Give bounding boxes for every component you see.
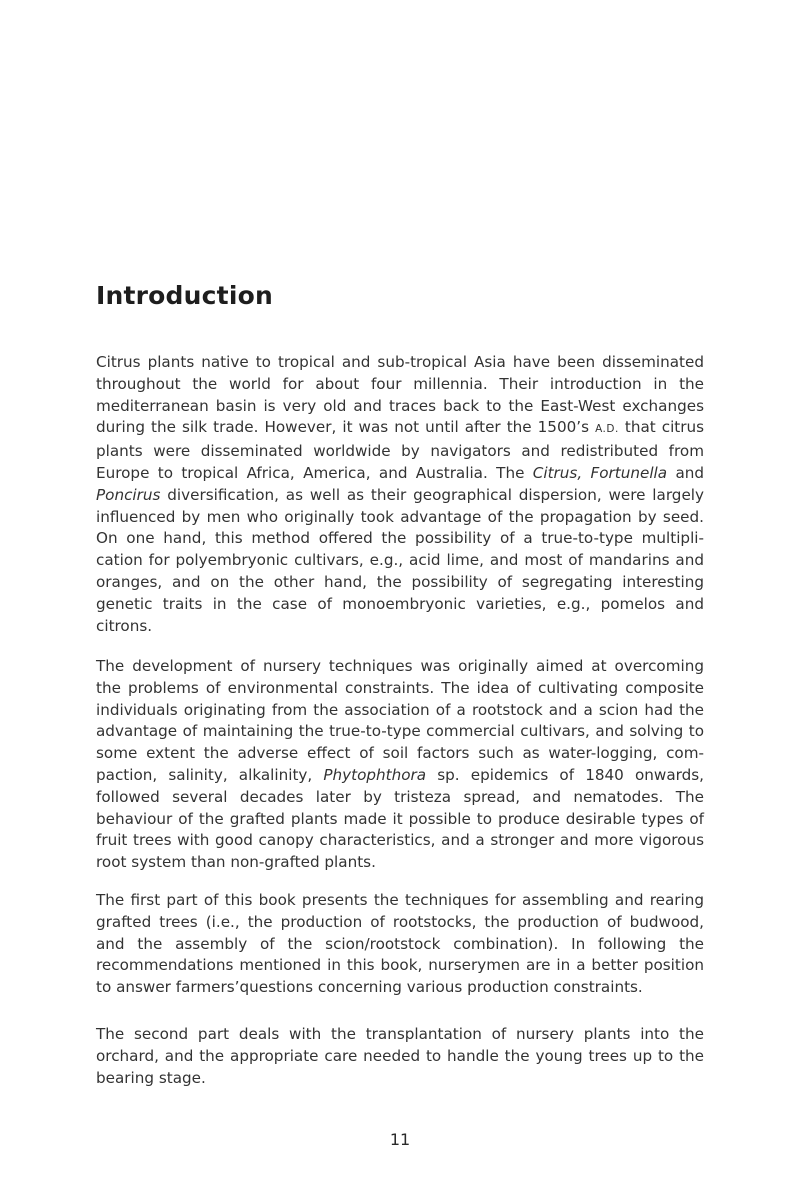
page-number: 11 <box>389 1130 411 1149</box>
era-abbreviation: A.D. <box>595 423 619 436</box>
paragraph-nursery-techniques <box>96 656 704 874</box>
text-run: Citrus plants native to tropical and sub-tropical Asia have been disseminated throughout the world for about four millennia. Their introduction in the mediterranean basin is very old and traces back to the East-West exchanges during the silk trade. However, it was not until after the 1500’s <box>96 353 704 437</box>
text-run: The development of nursery techniques was originally aimed at overcoming the problems of environmental constraints. The idea of cultivating composite individuals originating from the association of a rootstock and a scion had the advantage of maintaining the true-to-type commercial cultivars, and solving to some extent the adverse effect of soil factors such as water-logging, com-paction, salinity, alkalinity, <box>96 657 704 784</box>
genus-name: Phytophthora <box>323 765 427 784</box>
genus-name: Poncirus <box>96 485 161 504</box>
paragraph-second-part: The second part deals with the transplantation of nursery plants into the orchard, and the appropriate care needed to handle the young trees up to the bearing stage. <box>96 1025 704 1087</box>
paragraph-first-part: The first part of this book presents the techniques for assembling and rearing grafted trees (i.e., the production of rootstocks, the production of budwood, and the assembly of the scion/rootstock combination). In following the recommendations mentioned in this book, nurserymen are in a better position to answer farmers’questions concerning various production constraints. <box>96 891 704 997</box>
text-run: and <box>675 463 705 482</box>
text-run: that citrus plants were disseminated worldwide by navigators and redistributed from Europe to tropical Africa, America, and Australia. The <box>96 418 705 482</box>
text-run: sp. epidemics of 1840 onwards, followed several decades later by tristeza spread, and nematodes. The behaviour of the grafted plants made it possible to produce desirable types of fruit trees with good canopy characteristics, and a stronger and more vigorous root system than non-grafted plants. <box>96 765 704 872</box>
text-run: diversification, as well as their geographical dispersion, were largely influenced by men who originally took advantage of the propagation by seed. On one hand, this method offered the possibility of a true-to-type multipli-cation for polyembryonic cultivars, e.g., acid lime, and most of mandarins and oranges, and on the other hand, the possibility of segregating interesting genetic traits in the case of monoembryonic varieties, e.g., pomelos and citrons. <box>96 485 704 635</box>
genus-names: Citrus, Fortunella <box>532 463 668 482</box>
paragraph-intro-history <box>96 352 704 637</box>
page-title: Introduction <box>96 281 273 310</box>
